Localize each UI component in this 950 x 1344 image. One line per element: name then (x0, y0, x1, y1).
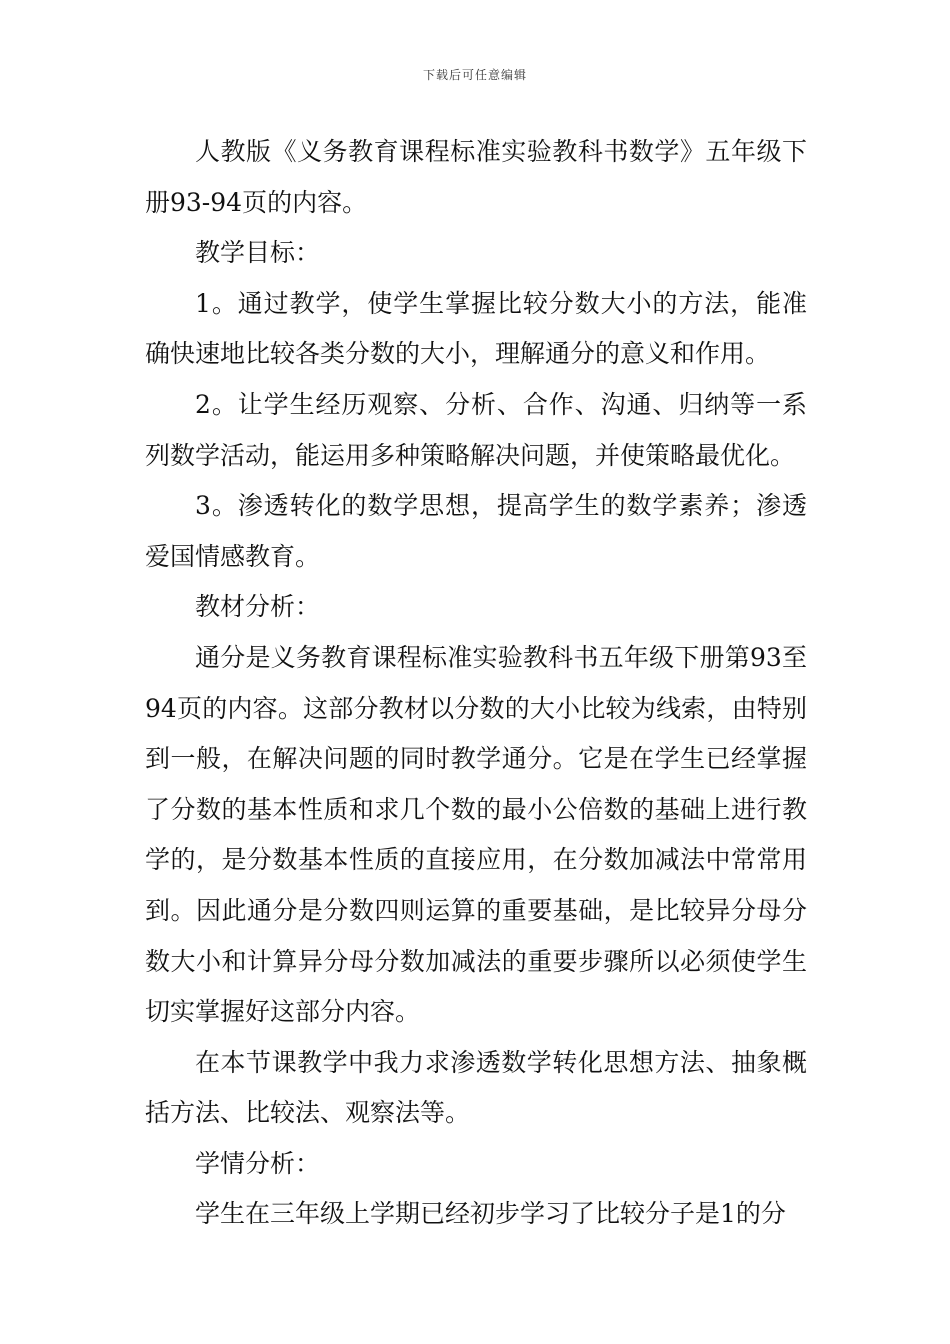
heading-teaching-goals: 教学目标： (195, 238, 321, 268)
paragraph-goal-3: 3。渗透转化的数学思想，提高学生的数学素养；渗透爱国情感教育。 (145, 491, 807, 571)
heading-material-analysis: 教材分析： (195, 592, 321, 622)
paragraph-methods: 在本节课教学中我力求渗透数学转化思想方法、抽象概括方法、比较法、观察法等。 (145, 1047, 807, 1128)
document-body (145, 127, 807, 1240)
paragraph-student-analysis: 学生在三年级上学期已经初步学习了比较分子是1的分 (195, 1199, 786, 1229)
paragraph-intro: 人教版《义务教育课程标准实验教科书数学》五年级下册93-94页的内容。 (145, 137, 807, 217)
paragraph-goal-1: 1。通过教学，使学生掌握比较分数大小的方法，能准确快速地比较各类分数的大小，理解通分的意义和作用。 (145, 288, 807, 369)
paragraph-material-analysis: 通分是义务教育课程标准实验教科书五年级下册第93至94页的内容。这部分教材以分数的大小比较为线索，由特别到一般，在解决问题的同时教学通分。它是在学生已经掌握了分数的基本性质和求几个数的最小公倍数的基础上进行教学的，是分数基本性质的直接应用，在分数加减法中常常用到。因此通分是分数四则运算的重要基础，是比较异分母分数大小和计算异分母分数加减法的重要步骤所以必须使学生切实掌握好这部分内容。 (145, 642, 807, 1027)
paragraph-goal-2: 2。让学生经历观察、分析、合作、沟通、归纳等一系列数学活动，能运用多种策略解决问题，并使策略最优化。 (145, 389, 807, 470)
header-note: 下载后可任意编辑 (422, 68, 527, 82)
heading-student-analysis: 学情分析： (195, 1148, 321, 1178)
